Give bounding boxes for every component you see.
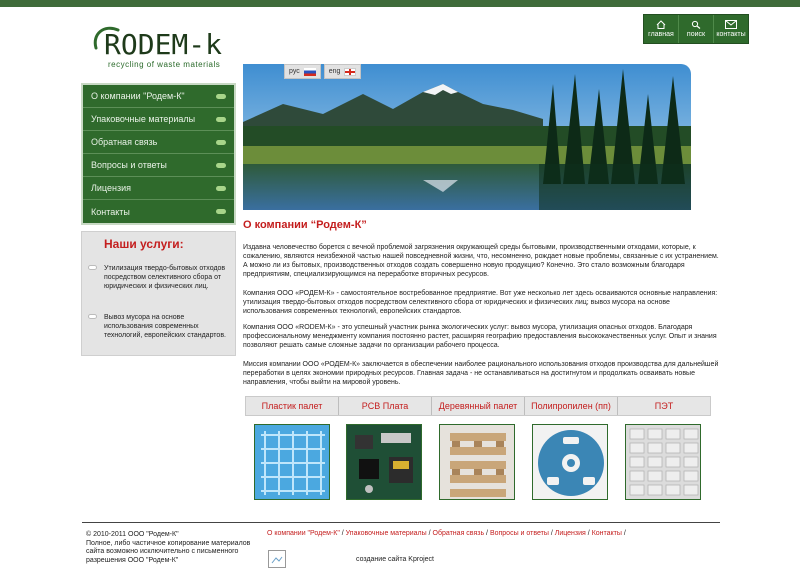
sidebar-item-label: Контакты	[91, 206, 130, 217]
bullet-pill-icon	[216, 94, 226, 99]
nav-contacts-label: контакты	[716, 31, 746, 38]
sidebar-item-faq[interactable]	[83, 154, 234, 177]
language-switcher	[284, 64, 361, 79]
russia-flag-icon	[304, 68, 316, 76]
bullet-pill-icon	[216, 186, 226, 191]
content-paragraph: Компания ООО «РОДЕМ-К» - самостоятельное востребованное предприятие. Вот уже несколько лет здесь осваиваются основные направления: утилизация твердо-бытовых отходов посредством селективного сбора от юридических и физических лиц; вывоз мусора на основе использования современных технологий, европейских стандартов.	[243, 290, 718, 315]
broken-image-icon	[268, 550, 286, 568]
product-tabs	[245, 396, 711, 416]
tab-pet[interactable]: ПЭТ	[654, 401, 674, 411]
search-icon	[691, 20, 701, 29]
logo-name: RODEM-k	[104, 28, 223, 61]
polypropylene-reel-image[interactable]	[532, 424, 608, 500]
sidebar-menu	[81, 83, 236, 225]
lang-en-button[interactable]	[324, 64, 362, 79]
mail-icon	[725, 20, 737, 29]
developer-credit[interactable]: создание сайта Kproject	[356, 556, 434, 563]
footer-link-license[interactable]: Лицензия	[554, 530, 586, 537]
bullet-icon	[88, 265, 97, 270]
nav-home-button[interactable]	[644, 15, 679, 43]
sidebar-item-label: Лицензия	[91, 183, 131, 193]
sidebar-item-license[interactable]	[83, 177, 234, 200]
top-bar	[0, 0, 800, 7]
sidebar-item-label: Обратная связь	[91, 137, 158, 147]
nav-contacts-button[interactable]	[714, 15, 748, 43]
services-title: Наши услуги:	[104, 237, 184, 251]
logo-tagline: recycling of waste materials	[108, 60, 221, 69]
footer-copyright-block	[86, 531, 261, 565]
sidebar-item-label: О компании "Родем-К"	[91, 91, 185, 101]
service-item-text: Вывоз мусора на основе использования современных технологий, европейских стандартов.	[104, 314, 226, 339]
footer-link-about[interactable]: О компании "Родем-К"	[267, 530, 340, 537]
plastic-pallet-image[interactable]	[254, 424, 330, 500]
bullet-pill-icon	[216, 117, 226, 122]
sidebar-item-about[interactable]	[83, 85, 234, 108]
service-item-text: Утилизация твердо-бытовых отходов посредством селективного сбора от юридических и физических лиц.	[104, 265, 226, 290]
copyright-text: © 2010-2011 ООО "Родем-К"	[86, 531, 179, 538]
footer-links: О компании "Родем-К" / Упаковочные материалы / Обратная связь / Вопросы и ответы / Лицензия / Контакты /	[267, 530, 626, 537]
content-paragraph: Компания ООО «RODEM-К» - это успешный участник рынка экологических услуг: вывоз мусора, утилизация опасных отходов. Благодаря профессиональному менеджменту компания постоянно растет, расширяя географию предоставления высококачественных услуг. Опыт и знания позволяют решать самые сложные задачи по организации рабочего процесса.	[243, 324, 717, 349]
copy-notice-text: Полное, либо частичное копирование материалов сайта возможно исключительно с письменного разрешения ООО "Родем-К"	[86, 539, 251, 564]
site-logo[interactable]	[92, 26, 232, 70]
footer-link-contacts[interactable]: Контакты	[591, 530, 622, 537]
pet-tray-image[interactable]	[625, 424, 701, 500]
pcb-board-image[interactable]	[346, 424, 422, 500]
tab-pcb-board[interactable]: PCB Плата	[339, 397, 432, 415]
bullet-pill-icon	[216, 209, 226, 214]
bullet-icon	[88, 314, 97, 319]
footer-link-faq[interactable]: Вопросы и ответы	[489, 530, 549, 537]
service-item	[88, 264, 233, 291]
hero-landscape-image	[243, 64, 691, 210]
england-flag-icon	[344, 68, 356, 76]
top-navigation	[643, 14, 749, 44]
wooden-pallet-image[interactable]	[439, 424, 515, 500]
content-paragraph: Миссия компании ООО «РОДЕМ-К» заключается в обеспечении наиболее рационального использования отходов производства для дальнейшей переработки в целях экономии природных ресурсов. Главная задача - не останавливаться на достигнутом и продолжать осваивать новые направления, чтобы выйти на мировой уровень.	[243, 361, 719, 386]
nav-search-button[interactable]	[679, 15, 714, 43]
services-box	[81, 231, 236, 356]
lang-ru-label: рус	[289, 68, 300, 75]
service-item	[88, 313, 233, 340]
sidebar-item-packaging[interactable]	[83, 108, 234, 131]
footer-link-feedback[interactable]: Обратная связь	[432, 530, 485, 537]
content-paragraph: Издавна человечество борется с вечной проблемой загрязнения окружающей среды бытовыми, производственными отходами, которые, к сожалению, являются неизбежной частью нашей повседневной жизни, что, несомненно, рождает новые проблемы, связанные с их устранением. А можно ли из бытовых, производственных отходов создать совершенно новую продукцию? Конечно. Это стало возможным благодаря предприятиям, специализирующимся на переработке вторичных ресурсов.	[243, 244, 719, 278]
footer-link-packaging[interactable]: Упаковочные материалы	[345, 530, 427, 537]
sidebar-item-label: Вопросы и ответы	[91, 160, 167, 170]
lang-ru-button[interactable]	[284, 64, 321, 79]
tab-plastic-pallet[interactable]: Пластик палет	[246, 397, 339, 415]
bullet-pill-icon	[216, 163, 226, 168]
nav-search-label: поиск	[686, 31, 706, 38]
tab-wooden-pallet[interactable]: Деревянный палет	[432, 397, 525, 415]
page-title: О компании “Родем-К”	[243, 219, 367, 231]
sidebar-item-contacts[interactable]	[83, 200, 234, 223]
bullet-pill-icon	[216, 140, 226, 145]
lang-en-label: eng	[328, 68, 341, 75]
nav-home-label: главная	[648, 31, 674, 38]
tab-polypropylene[interactable]: Полипропилен (пп)	[525, 397, 618, 415]
home-icon	[656, 20, 666, 29]
sidebar-item-feedback[interactable]	[83, 131, 234, 154]
footer-divider	[82, 522, 720, 523]
sidebar-item-label: Упаковочные материалы	[91, 114, 196, 124]
